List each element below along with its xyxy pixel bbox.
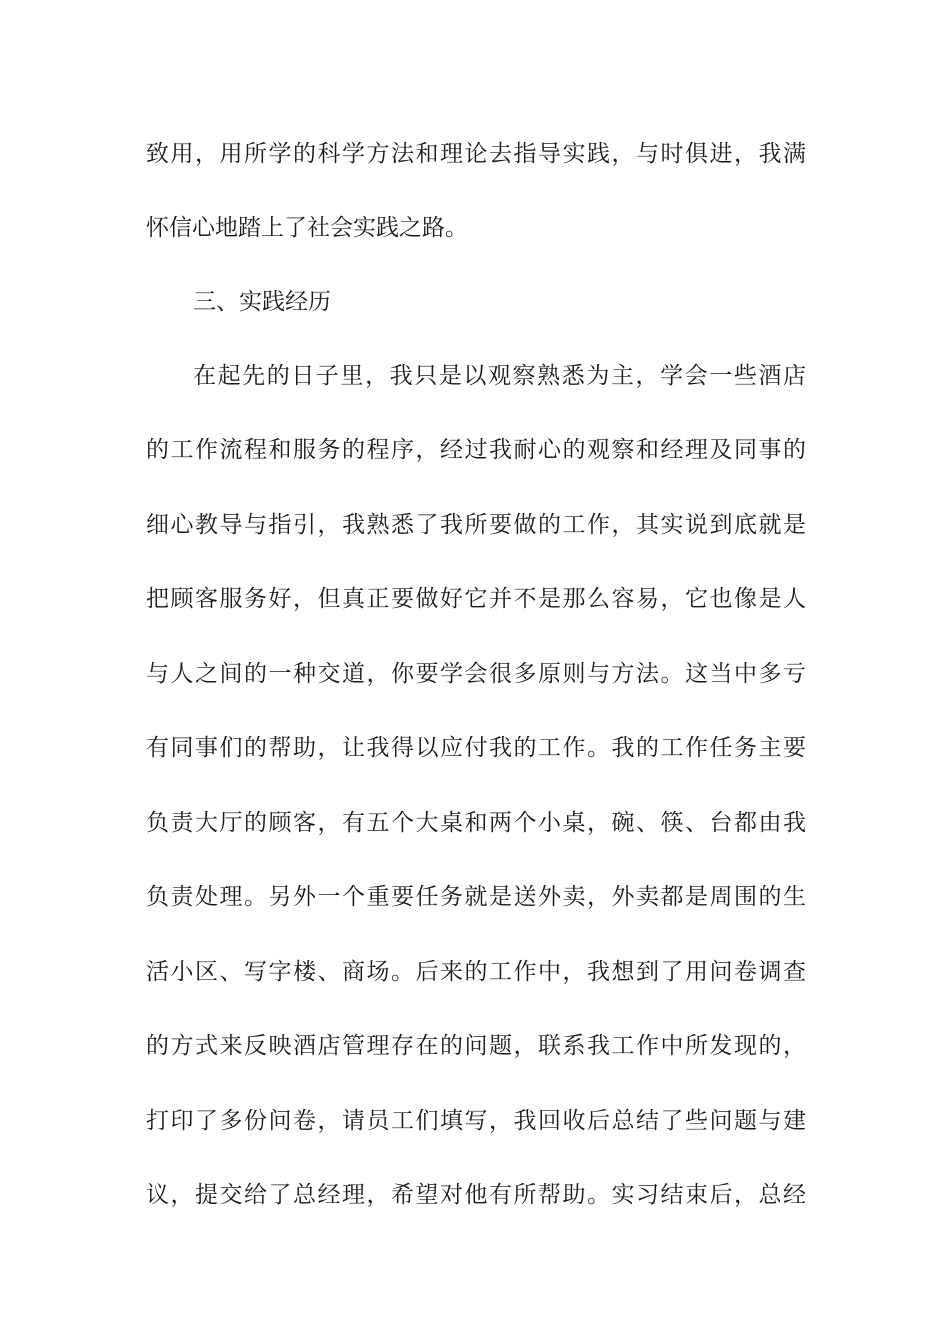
section-heading: 三、实践经历: [193, 289, 331, 315]
text-line-1: 致用，用所学的科学方法和理论去指导实践，与时俱进，我满: [146, 141, 806, 167]
text-line-5: 的工作流程和服务的程序，经过我耐心的观察和经理及同事的: [146, 437, 806, 463]
text-line-7: 把顾客服务好，但真正要做好它并不是那么容易，它也像是人: [146, 586, 806, 612]
text-line-10: 负责大厅的顾客，有五个大桌和两个小桌，碗、筷、台都由我: [146, 810, 806, 836]
text-line-8: 与人之间的一种交道，你要学会很多原则与方法。这当中多亏: [146, 661, 806, 687]
text-line-11: 负责处理。另外一个重要任务就是送外卖，外卖都是周围的生: [146, 884, 806, 910]
text-line-13: 的方式来反映酒店管理存在的问题，联系我工作中所发现的，: [146, 1033, 806, 1059]
text-line-15: 议，提交给了总经理，希望对他有所帮助。实习结束后，总经: [146, 1182, 806, 1208]
text-line-2: 怀信心地踏上了社会实践之路。: [146, 215, 468, 241]
text-line-6: 细心教导与指引，我熟悉了我所要做的工作，其实说到底就是: [146, 512, 806, 538]
text-line-12: 活小区、写字楼、商场。后来的工作中，我想到了用问卷调查: [146, 959, 806, 985]
text-line-14: 打印了多份问卷，请员工们填写，我回收后总结了些问题与建: [146, 1108, 806, 1134]
text-line-9: 有同事们的帮助，让我得以应付我的工作。我的工作任务主要: [146, 735, 806, 761]
paragraph-first-line: 在起先的日子里，我只是以观察熟悉为主，学会一些酒店: [193, 363, 806, 389]
